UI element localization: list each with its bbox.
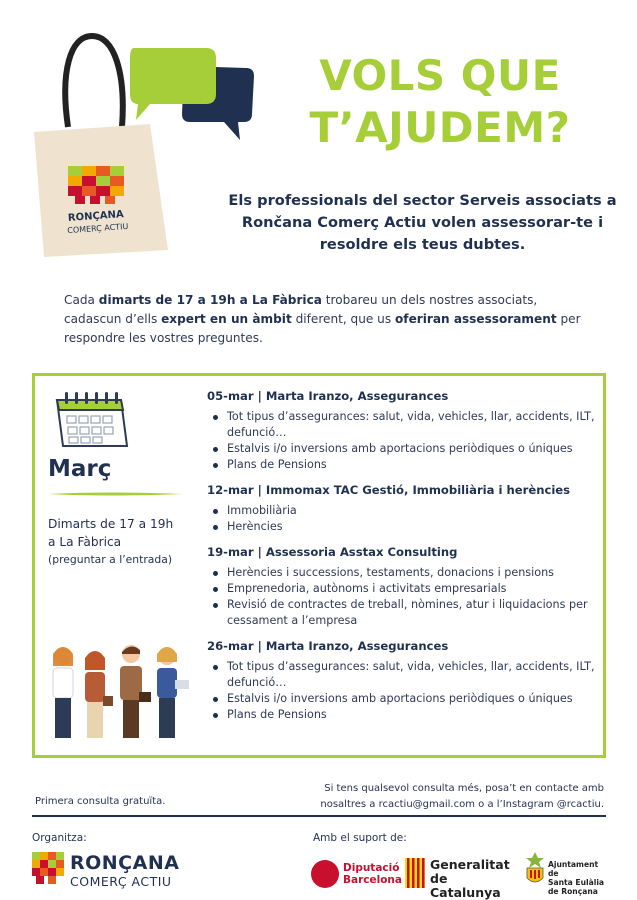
session-item: Plans de Pensions bbox=[207, 707, 597, 723]
pixel-logo-icon bbox=[32, 852, 66, 890]
session-title: 19-mar | Assessoria Asstax Consulting bbox=[207, 545, 458, 559]
session-item: Estalvis i/o inversions amb aportacions periòdiques o úniques bbox=[207, 441, 597, 457]
session-items bbox=[207, 409, 597, 473]
intro-text-1: Cada bbox=[64, 293, 99, 307]
ajuntament-name bbox=[548, 860, 606, 896]
session-item: Estalvis i/o inversions amb aportacions periòdiques o úniques bbox=[207, 691, 597, 707]
session-item: Herències bbox=[207, 519, 597, 535]
intro-bold-2: expert en un àmbit bbox=[161, 312, 292, 326]
ajuntament-line1: Ajuntament de bbox=[548, 860, 599, 878]
session-items bbox=[207, 659, 597, 723]
diputacio-line1: Diputació bbox=[343, 862, 400, 874]
generalitat-line2: de Catalunya bbox=[430, 871, 501, 900]
headline-line1: VOLS QUE bbox=[319, 51, 561, 100]
month-title: Març bbox=[48, 456, 112, 482]
headline bbox=[270, 50, 610, 154]
speech-bubbles-icon bbox=[126, 44, 256, 144]
session-block bbox=[207, 388, 597, 473]
contact-line2: nosaltres a rcactiu@gmail.com o a l’Instagram @rcactiu. bbox=[320, 799, 604, 810]
session-items bbox=[207, 565, 597, 629]
headline-line2: T’AJUDEM? bbox=[309, 103, 571, 152]
diputacio-name bbox=[343, 862, 402, 886]
session-item: Revisió de contractes de treball, nòmines, atur i liquidacions per cessament a l’empresa bbox=[207, 597, 597, 629]
subheadline: Els professionals del sector Serveis associats a Rončana Comerç Actiu volen assessorar-te i resoldre els teus dubtes. bbox=[228, 192, 617, 253]
suport-label: Amb el suport de: bbox=[313, 832, 407, 844]
roncana-logo bbox=[32, 852, 180, 892]
when-line1: Dimarts de 17 a 19h bbox=[48, 517, 174, 531]
sessions-list bbox=[207, 388, 597, 732]
ajuntament-line3: de Ronçana bbox=[548, 887, 598, 896]
session-block bbox=[207, 482, 597, 535]
professionals-illustration bbox=[45, 636, 195, 746]
bag-logo-line1: RONÇANA bbox=[67, 209, 125, 224]
ajuntament-shield-icon bbox=[524, 852, 546, 886]
intro-text-2: trobareu un dels nostres associats, cadascun d’ells bbox=[64, 293, 538, 326]
ajuntament-line2: Santa Eulàlia bbox=[548, 878, 605, 887]
contact-info bbox=[300, 781, 604, 813]
bag-logo-line2: COMERÇ ACTIU bbox=[67, 221, 129, 236]
diputacio-logo bbox=[311, 858, 402, 892]
session-title: 26-mar | Marta Iranzo, Assegurances bbox=[207, 639, 449, 653]
generalitat-logo bbox=[405, 856, 520, 900]
intro-bold-3: oferiran assessorament bbox=[395, 312, 557, 326]
session-item: Tot tipus d’assegurances: salut, vida, vehicles, llar, accidents, ILT, defunció… bbox=[207, 409, 597, 441]
org-name: RONÇANA bbox=[70, 852, 180, 874]
when-line3: (preguntar a l’entrada) bbox=[48, 553, 173, 566]
contact-line1: Si tens qualsevol consulta més, posa’t en contacte amb bbox=[324, 783, 604, 794]
intro-text-3: diferent, que us bbox=[291, 312, 395, 326]
intro-bold-1: dimarts de 17 a 19h a La Fàbrica bbox=[98, 293, 322, 307]
intro-text-4: per respondre les vostres preguntes. bbox=[64, 312, 581, 345]
schedule-panel bbox=[32, 373, 606, 758]
session-item: Emprenedoria, autònoms i activitats empresarials bbox=[207, 581, 597, 597]
session-item: Plans de Pensions bbox=[207, 457, 597, 473]
session-title: 12-mar | Immomax TAC Gestió, Immobiliària i herències bbox=[207, 483, 571, 497]
session-block bbox=[207, 638, 597, 723]
org-subtitle: COMERÇ ACTIU bbox=[70, 874, 172, 889]
organitza-label: Organitza: bbox=[32, 832, 87, 844]
generalitat-name bbox=[430, 858, 520, 900]
diputacio-line2: Barcelona bbox=[343, 874, 402, 886]
session-item: Tot tipus d’assegurances: salut, vida, vehicles, llar, accidents, ILT, defunció… bbox=[207, 659, 597, 691]
calendar-icon bbox=[51, 386, 129, 454]
ajuntament-logo bbox=[524, 850, 606, 894]
month-underline bbox=[48, 491, 183, 497]
diputacio-seal-icon bbox=[311, 860, 339, 888]
session-block bbox=[207, 544, 597, 629]
generalitat-line1: Generalitat bbox=[430, 857, 510, 872]
session-title: 05-mar | Marta Iranzo, Assegurances bbox=[207, 389, 449, 403]
session-item: Herències i successions, testaments, donacions i pensions bbox=[207, 565, 597, 581]
free-consultation-note: Primera consulta gratuïta. bbox=[35, 796, 166, 807]
when-info bbox=[48, 515, 198, 569]
when-line2: a La Fàbrica bbox=[48, 535, 122, 549]
session-item: Immobiliària bbox=[207, 503, 597, 519]
footer-divider bbox=[32, 815, 606, 817]
intro-paragraph bbox=[64, 291, 584, 348]
session-items bbox=[207, 503, 597, 535]
senyera-icon bbox=[405, 858, 425, 888]
